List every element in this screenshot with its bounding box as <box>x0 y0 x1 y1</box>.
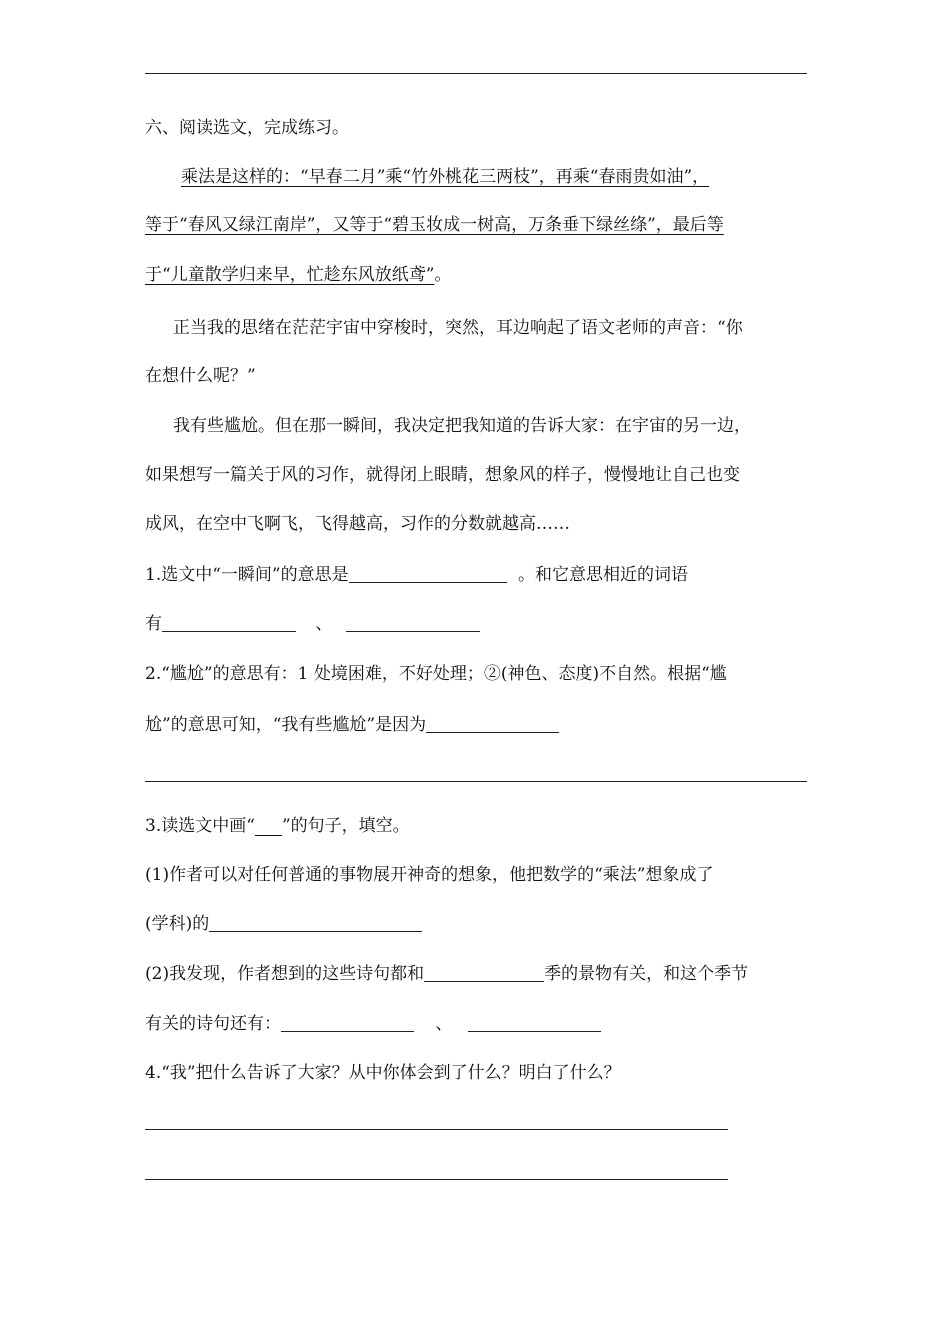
q1-separator: 、 <box>315 614 333 634</box>
q4-answer-line-2[interactable] <box>145 1179 728 1180</box>
q3-text: 3.读选文中画“ <box>145 816 255 836</box>
section-title: 六、阅读选文，完成练习。 <box>145 118 349 138</box>
question-3-2-line-2 <box>145 1012 601 1036</box>
passage-underlined-line-3 <box>145 263 451 287</box>
q1-meaning-blank[interactable] <box>349 564 507 583</box>
q3-2-poem-blank-2[interactable] <box>468 1013 601 1032</box>
q1-synonym-blank-2[interactable] <box>346 613 480 632</box>
passage-para3-line-1: 我有些尴尬。但在那一瞬间，我决定把我知道的告诉大家：在宇宙的另一边， <box>173 416 751 436</box>
question-2-line-1: 2.“尴尬”的意思有：1 处境困难，不好处理；②(神色、态度)不自然。根据“尴 <box>145 664 727 684</box>
period: 。 <box>434 265 452 285</box>
q1-text-2: 。和它意思相近的词语 <box>518 565 689 585</box>
question-3-2-line-1 <box>145 962 748 986</box>
q3-2-season-blank[interactable] <box>424 963 544 982</box>
header-rule <box>145 73 807 74</box>
q3-text-2: ”的句子，填空。 <box>281 816 410 836</box>
q1-synonym-blank-1[interactable] <box>162 613 296 632</box>
question-1-line-1 <box>145 563 688 587</box>
q3-1-text: (学科)的 <box>145 914 210 934</box>
passage-underlined-line-2: 等于“春风又绿江南岸”，又等于“碧玉妆成一树高，万条垂下绿丝绦”，最后等 <box>145 215 724 235</box>
q2-reason-blank[interactable] <box>426 714 559 733</box>
question-4: 4.“我”把什么告诉了大家？从中你体会到了什么？明白了什么？ <box>145 1063 621 1083</box>
q2-answer-line[interactable] <box>145 781 807 782</box>
q3-underline-mark <box>255 816 282 836</box>
question-3-1-line-2 <box>145 912 422 936</box>
question-1-line-2 <box>145 612 480 636</box>
underlined-text: 于“儿童散学归来早，忙趁东风放纸鸢” <box>145 265 435 285</box>
q2-text: 尬”的意思可知，“我有些尴尬”是因为 <box>145 715 427 735</box>
q1-text: 1.选文中“一瞬间”的意思是 <box>145 565 349 585</box>
q1-text-3: 有 <box>145 614 162 634</box>
q3-2-separator: 、 <box>435 1014 453 1034</box>
question-3-1-line-1: (1)作者可以对任何普通的事物展开神奇的想象，他把数学的“乘法”想象成了 <box>145 865 714 885</box>
passage-para2-line-2: 在想什么呢？” <box>145 366 256 386</box>
passage-para2-line-1: 正当我的思绪在茫茫宇宙中穿梭时，突然，耳边响起了语文老师的声音：“你 <box>173 318 743 338</box>
q3-2-text-3: 有关的诗句还有： <box>145 1014 281 1034</box>
passage-para3-line-2: 如果想写一篇关于风的习作，就得闭上眼睛，想象风的样子，慢慢地让自己也变 <box>145 465 740 485</box>
q3-1-blank[interactable] <box>209 913 422 932</box>
q3-2-text-2: 季的景物有关，和这个季节 <box>544 964 749 984</box>
q4-answer-line-1[interactable] <box>145 1129 728 1130</box>
passage-para3-line-3: 成风，在空中飞啊飞，飞得越高，习作的分数就越高…… <box>145 514 570 534</box>
q3-2-poem-blank-1[interactable] <box>281 1013 414 1032</box>
q3-2-text: (2)我发现，作者想到的这些诗句都和 <box>145 964 425 984</box>
question-3-line-1 <box>145 814 410 838</box>
question-2-line-2 <box>145 713 559 737</box>
passage-underlined-line-1: 乘法是这样的：“早春二月”乘“竹外桃花三两枝”，再乘“春雨贵如油”， <box>181 167 710 187</box>
